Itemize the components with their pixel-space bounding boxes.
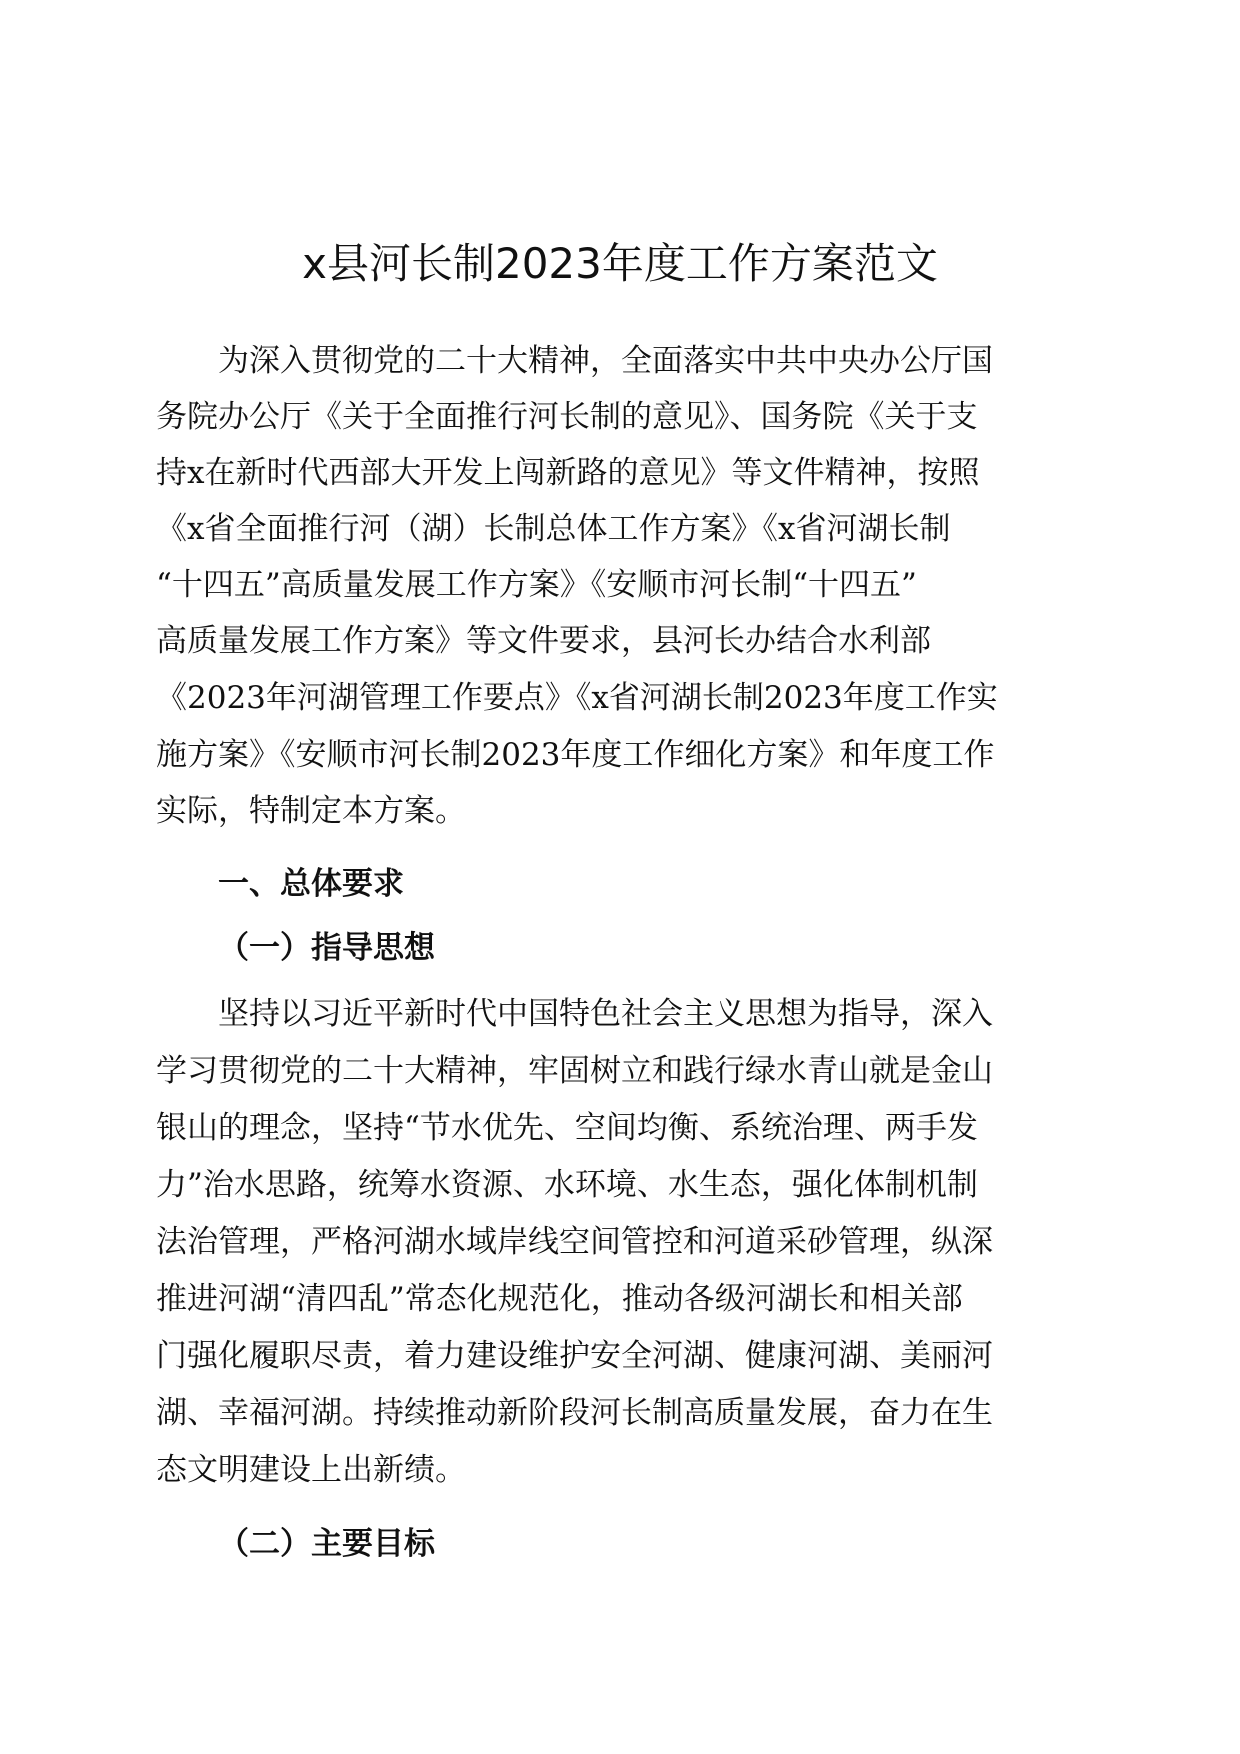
intro-line: 《2023年河湖管理工作要点》《x省河湖长制2023年度工作实 <box>156 680 998 716</box>
guiding-line: 坚持以习近平新时代中国特色社会主义思想为指导，深入 <box>218 996 993 1032</box>
document-title: x县河长制2023年度工作方案范文 <box>302 239 938 288</box>
guiding-line: 法治管理，严格河湖水域岸线空间管控和河道采砂管理，纵深 <box>156 1224 993 1260</box>
subsection-heading: （一）指导思想 <box>218 930 435 966</box>
intro-line: 为深入贯彻党的二十大精神，全面落实中共中央办公厅国 <box>218 343 993 379</box>
guiding-line: 推进河湖“清四乱”常态化规范化，推动各级河湖长和相关部 <box>156 1281 963 1317</box>
intro-line: 施方案》《安顺市河长制2023年度工作细化方案》和年度工作 <box>156 737 995 773</box>
intro-line: 务院办公厅《关于全面推行河长制的意见》、国务院《关于支 <box>156 399 978 435</box>
intro-line: 持x在新时代西部大开发上闯新路的意见》等文件精神，按照 <box>156 455 980 491</box>
intro-line: “十四五”高质量发展工作方案》《安顺市河长制“十四五” <box>156 567 917 603</box>
guiding-line: 湖、幸福河湖。持续推动新阶段河长制高质量发展，奋力在生 <box>156 1395 993 1431</box>
subsection-heading: （二）主要目标 <box>218 1526 435 1562</box>
guiding-line: 态文明建设上出新绩。 <box>156 1452 466 1488</box>
guiding-line: 力”治水思路，统筹水资源、水环境、水生态，强化体制机制 <box>156 1167 978 1203</box>
section-heading: 一、总体要求 <box>218 866 404 902</box>
intro-line: 高质量发展工作方案》等文件要求，县河长办结合水利部 <box>156 623 931 659</box>
intro-line: 《x省全面推行河（湖）长制总体工作方案》《x省河湖长制 <box>156 511 951 547</box>
guiding-line: 门强化履职尽责，着力建设维护安全河湖、健康河湖、美丽河 <box>156 1338 993 1374</box>
guiding-line: 银山的理念，坚持“节水优先、空间均衡、系统治理、两手发 <box>156 1110 978 1146</box>
guiding-line: 学习贯彻党的二十大精神，牢固树立和践行绿水青山就是金山 <box>156 1053 993 1089</box>
intro-line: 实际，特制定本方案。 <box>156 793 466 829</box>
